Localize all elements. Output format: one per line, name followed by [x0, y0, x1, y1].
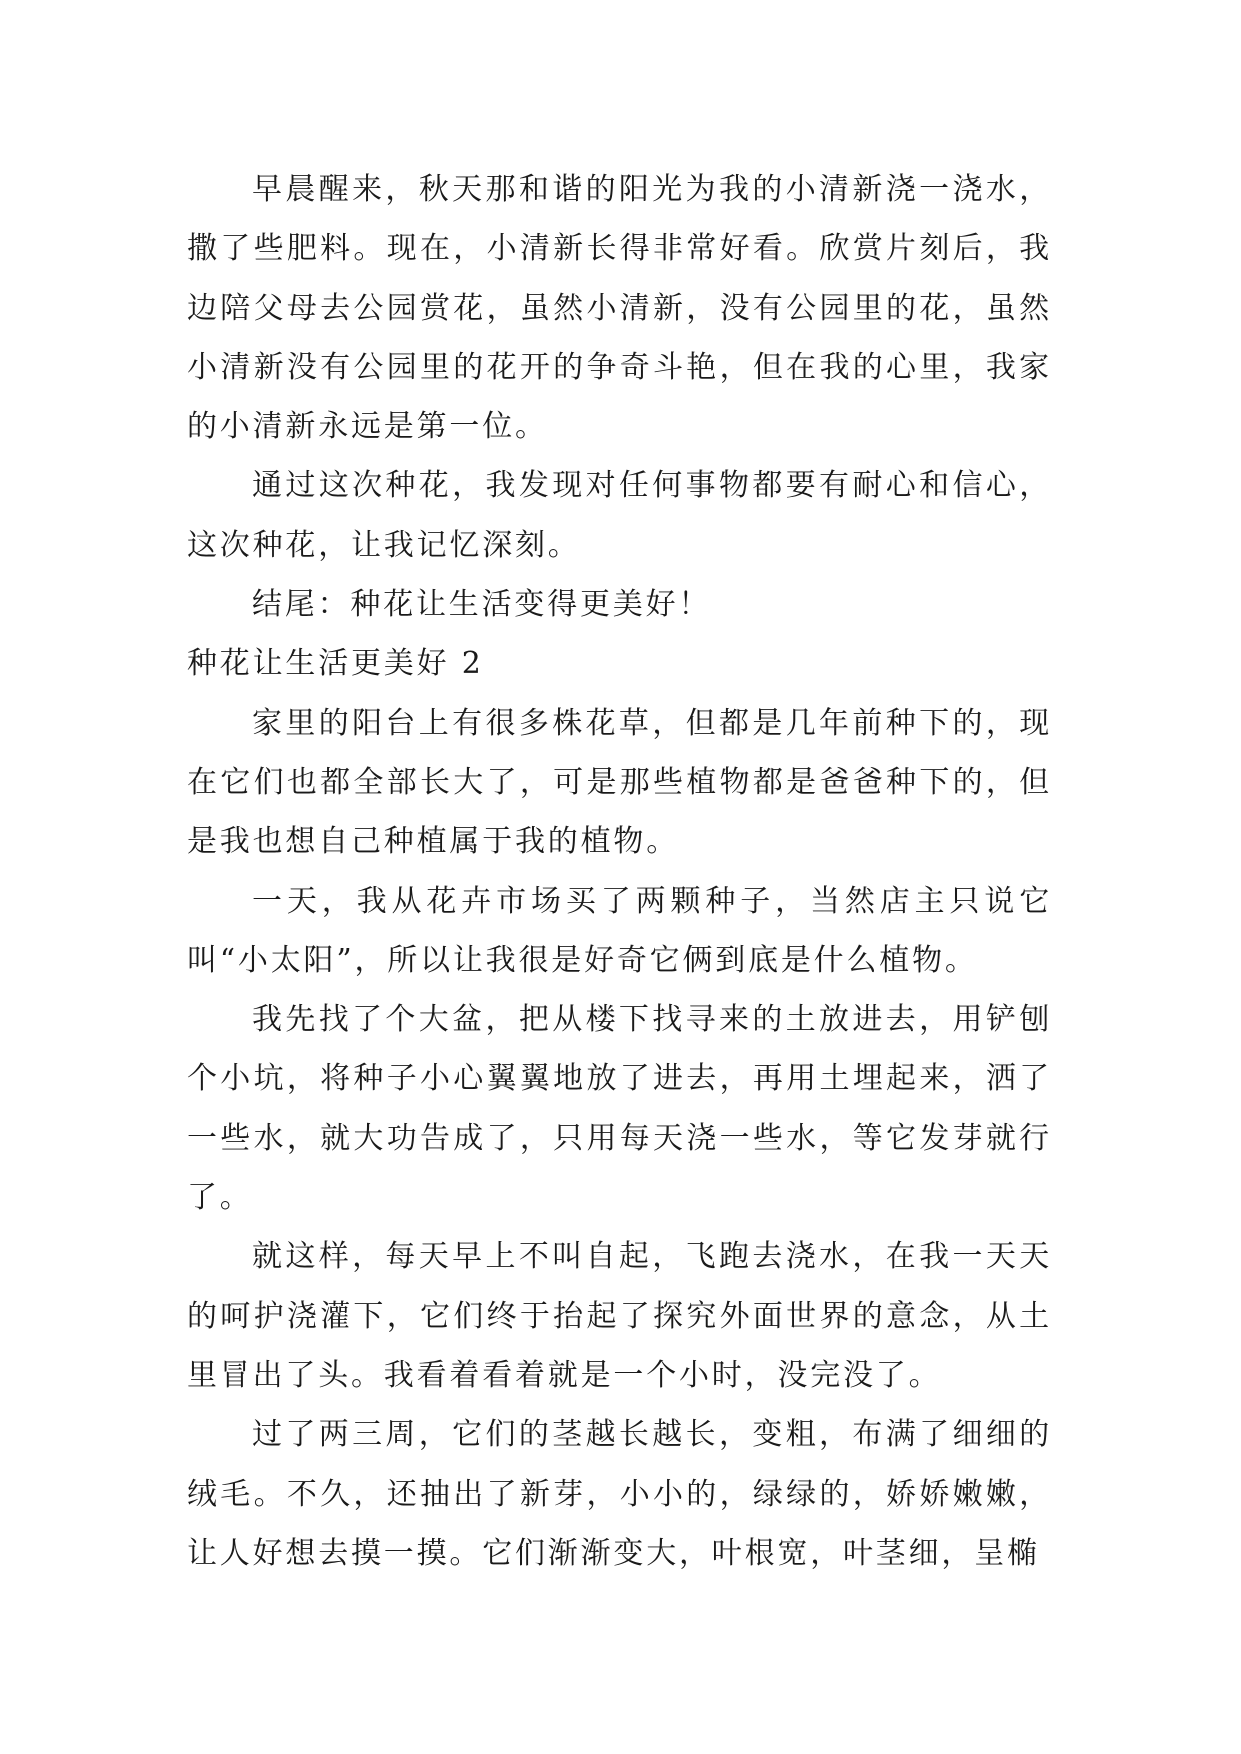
paragraph-planting: 我先找了个大盆，把从楼下找寻来的土放进去，用铲刨个小坑，将种子小心翼翼地放了进去，再用土埋起来，洒了一些水，就大功告成了，只用每天浇一些水，等它发芽就行了。 — [187, 1002, 1052, 1216]
document-body — [187, 160, 1052, 1583]
paragraph-ending: 结尾：种花让生活变得更美好！ — [252, 587, 712, 623]
section-title: 种花让生活更美好 2 — [187, 646, 484, 682]
paragraph-buying-seeds: 一天，我从花卉市场买了两颗种子，当然店主只说它叫“小太阳”，所以让我很是好奇它俩到底是什么植物。 — [187, 883, 1052, 978]
paragraph-patience-lesson: 通过这次种花，我发现对任何事物都要有耐心和信心，这次种花，让我记忆深刻。 — [187, 468, 1052, 563]
paragraph-morning-watering: 早晨醒来，秋天那和谐的阳光为我的小清新浇一浇水，撒了些肥料。现在，小清新长得非常好看。欣赏片刻后，我边陪父母去公园赏花，虽然小清新，没有公园里的花，虽然小清新没有公园里的花开的争奇斗艳，但在我的心里，我家的小清新永远是第一位。 — [187, 172, 1052, 445]
paragraph-sprouting: 就这样，每天早上不叫自起，飞跑去浇水，在我一天天的呵护浇灌下，它们终于抬起了探究外面世界的意念，从土里冒出了头。我看着看着就是一个小时，没完没了。 — [187, 1239, 1052, 1393]
paragraph-balcony-plants: 家里的阳台上有很多株花草，但都是几年前种下的，现在它们也都全部长大了，可是那些植物都是爸爸种下的，但是我也想自己种植属于我的植物。 — [187, 705, 1052, 860]
paragraph-growing: 过了两三周，它们的茎越长越长，变粗，布满了细细的绒毛。不久，还抽出了新芽，小小的，绿绿的，娇娇嫩嫩，让人好想去摸一摸。它们渐渐变大，叶根宽，叶茎细，呈椭 — [187, 1417, 1052, 1571]
